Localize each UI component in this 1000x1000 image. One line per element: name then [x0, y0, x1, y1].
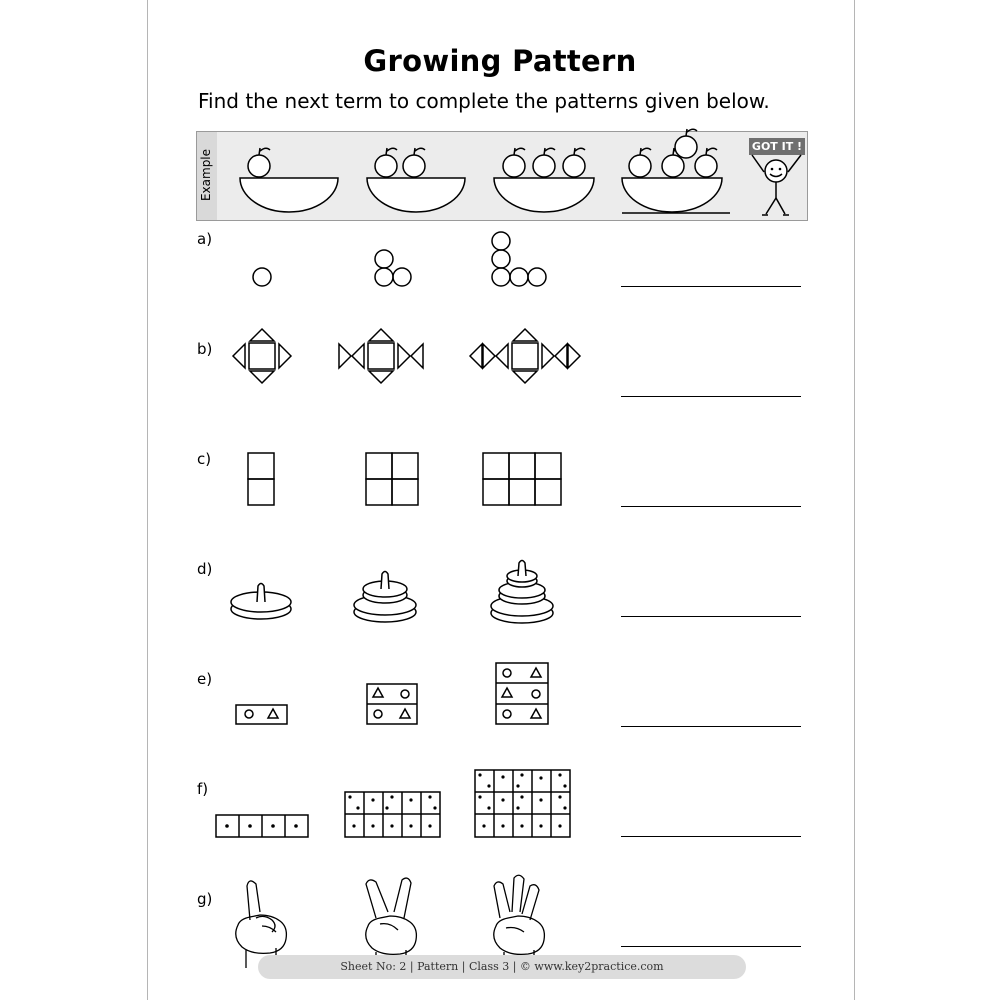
answer-line-d[interactable]: [621, 616, 801, 617]
footer-bar: Sheet No: 2 | Pattern | Class 3 | © www.key2practice.com: [258, 955, 746, 979]
example-label: [196, 131, 216, 219]
answer-line-b[interactable]: [621, 396, 801, 397]
question-label-a: a): [197, 230, 213, 248]
answer-line-c[interactable]: [621, 506, 801, 507]
question-label-g: g): [197, 890, 213, 908]
question-label-e: e): [197, 670, 213, 688]
question-label-c: c): [197, 450, 212, 468]
question-label-b: b): [197, 340, 213, 358]
question-label-d: d): [197, 560, 213, 578]
question-label-f: f): [197, 780, 209, 798]
instruction-text: Find the next term to complete the patterns given below.: [198, 89, 770, 113]
page-title: Growing Pattern: [363, 44, 637, 78]
example-label-text: Example: [199, 148, 213, 202]
answer-line-g[interactable]: [621, 946, 801, 947]
got-it-badge: GOT IT !: [749, 138, 805, 155]
answer-line-a[interactable]: [621, 286, 801, 287]
answer-line-f[interactable]: [621, 836, 801, 837]
example-panel: [196, 131, 808, 221]
answer-line-e[interactable]: [621, 726, 801, 727]
example-panel-inner: [217, 132, 807, 220]
